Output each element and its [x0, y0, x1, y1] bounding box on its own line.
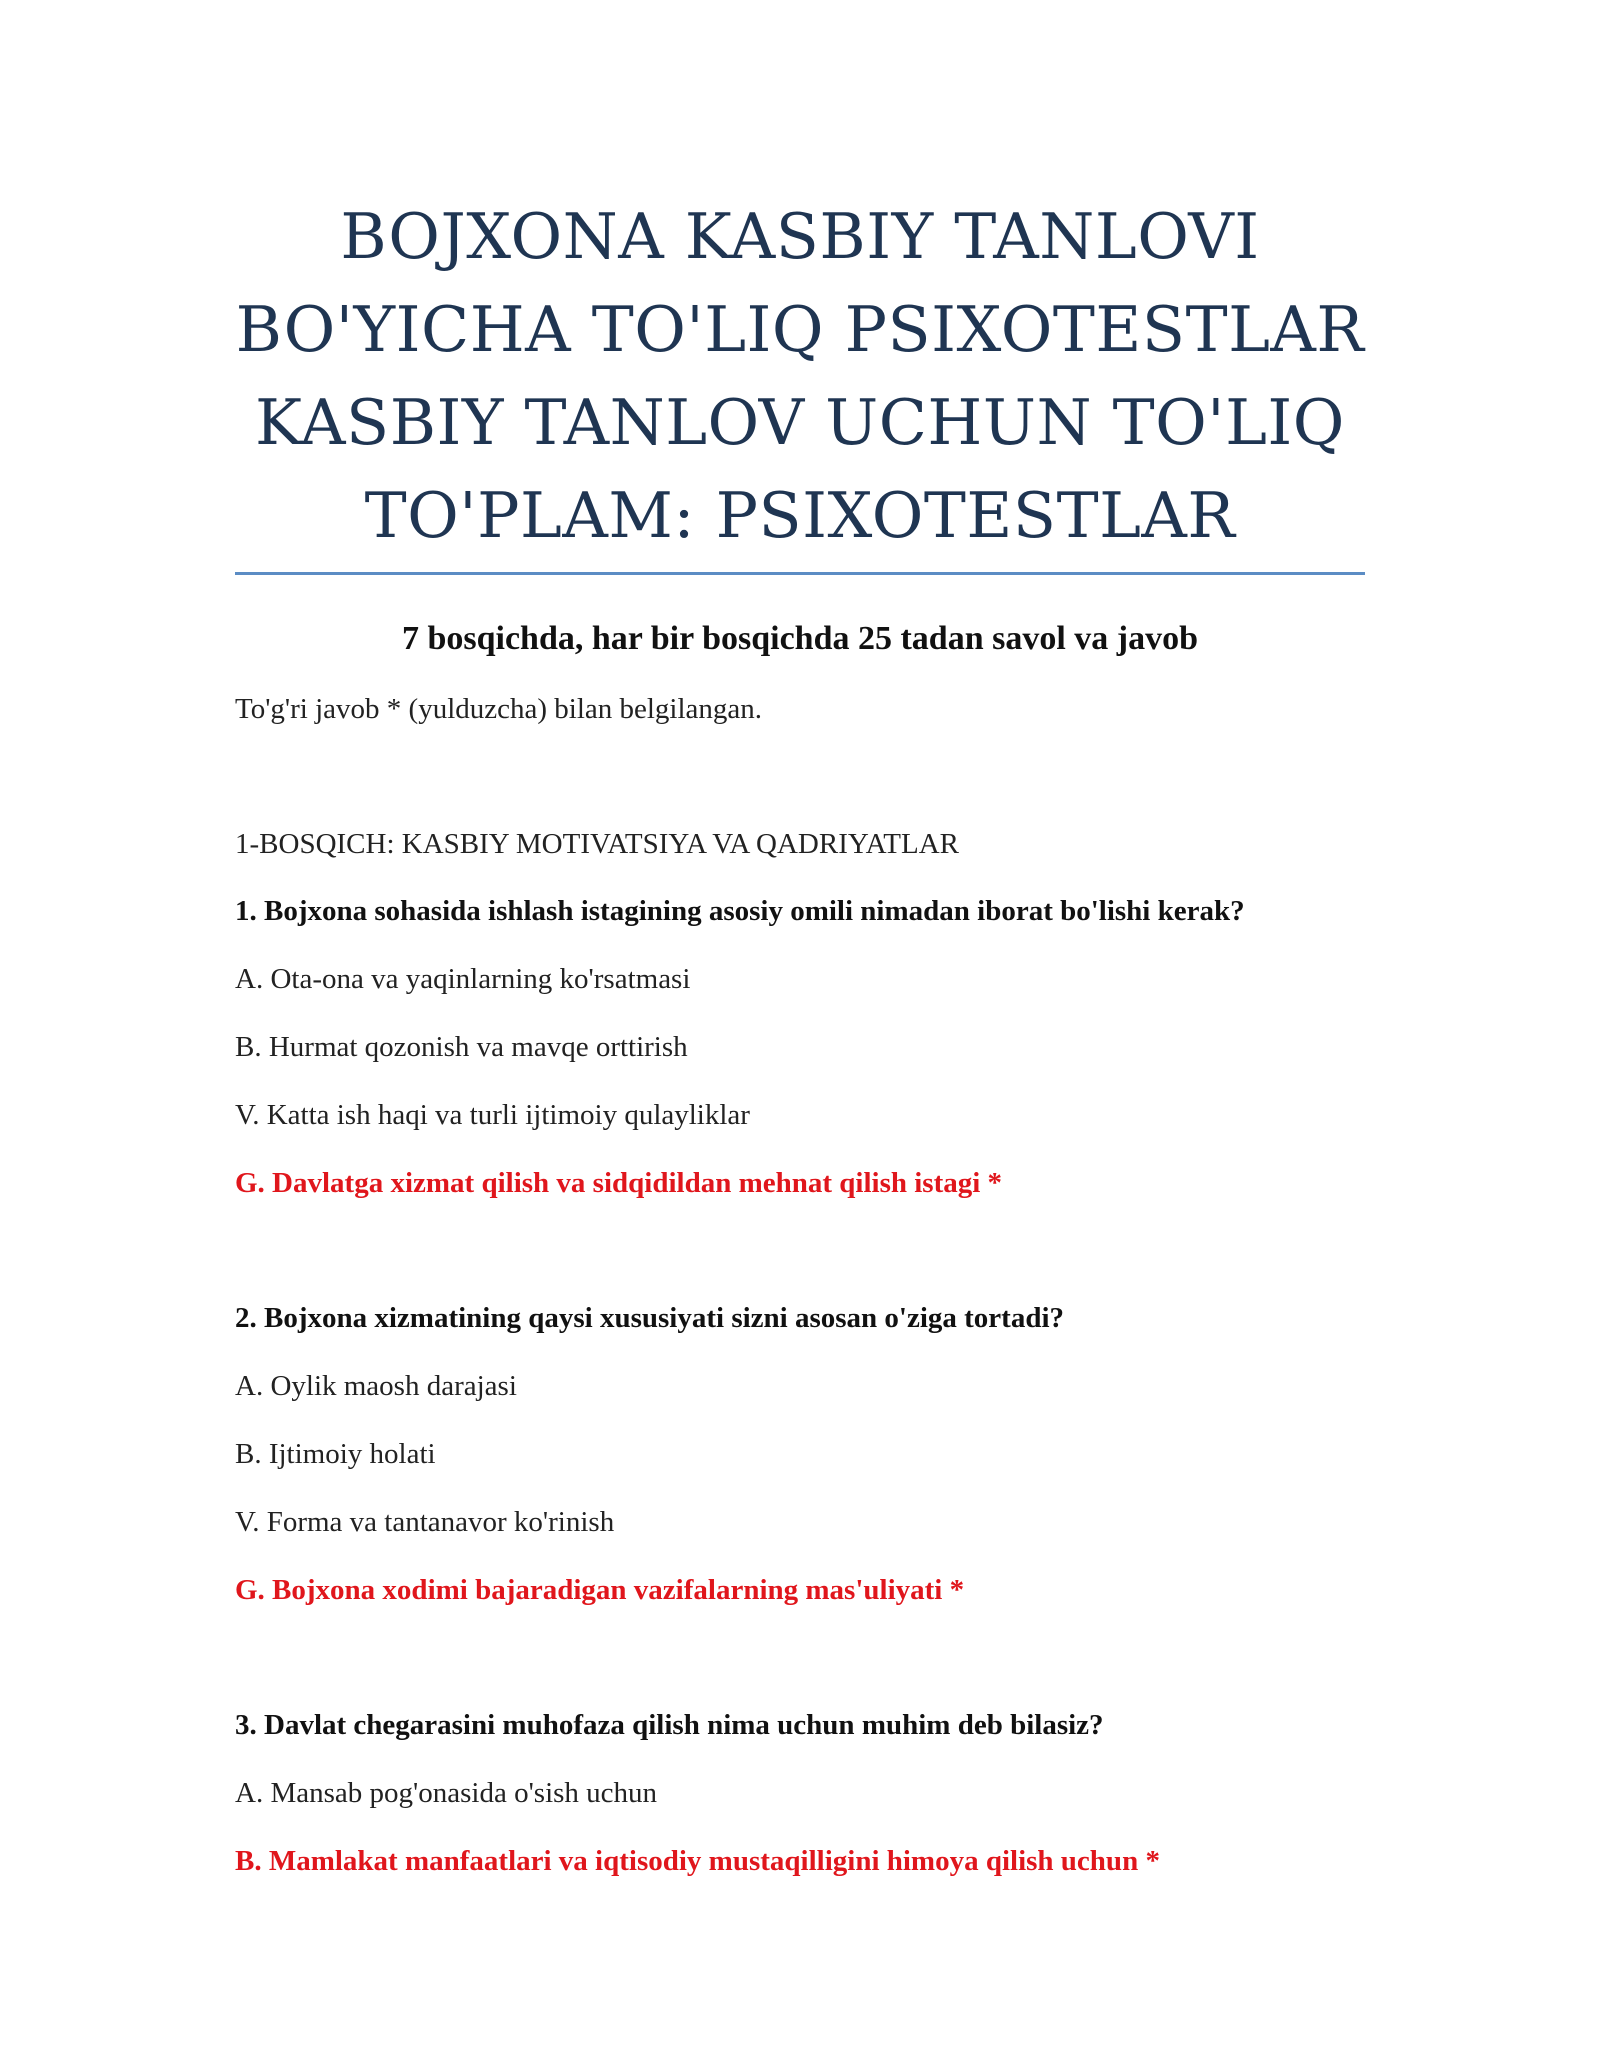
question-block: [235, 891, 1365, 1203]
title-line: KASBIY TANLOV UCHUN TO'LIQ: [255, 386, 1345, 459]
correct-answer-option: B. Mamlakat manfaatlari va iqtisodiy mustaqilligini himoya qilish uchun *: [235, 1845, 1160, 1877]
question-text: 3. Davlat chegarasini muhofaza qilish nima uchun muhim deb bilasiz?: [235, 1709, 1104, 1741]
title-line: BO'YICHA TO'LIQ PSIXOTESTLAR: [235, 293, 1365, 366]
stage-heading: 1-BOSQICH: KASBIY MOTIVATSIYA VA QADRIYATLAR: [235, 828, 960, 860]
title-divider: [235, 572, 1365, 575]
answer-option: A. Mansab pog'onasida o'sish uchun: [235, 1777, 658, 1809]
answer-option: V. Katta ish haqi va turli ijtimoiy qulayliklar: [235, 1099, 750, 1131]
answer-option: V. Forma va tantanavor ko'rinish: [235, 1506, 615, 1538]
document-subtitle: 7 bosqichda, har bir bosqichda 25 tadan savol va javob: [401, 620, 1199, 657]
document-page: [235, 190, 1365, 1881]
title-line: BOJXONA KASBIY TANLOVI: [340, 200, 1260, 273]
answer-option: B. Hurmat qozonish va mavqe orttirish: [235, 1031, 688, 1063]
question-text: 1. Bojxona sohasida ishlash istagining asosiy omili nimadan iborat bo'lishi kerak?: [235, 895, 1245, 927]
document-title: [235, 190, 1365, 562]
question-text: 2. Bojxona xizmatining qaysi xususiyati sizni asosan o'ziga tortadi?: [235, 1302, 1065, 1334]
answer-option: B. Ijtimoiy holati: [235, 1438, 436, 1470]
title-line: TO'PLAM: PSIXOTESTLAR: [364, 479, 1236, 552]
correct-answer-option: G. Davlatga xizmat qilish va sidqidildan mehnat qilish istagi *: [235, 1167, 1003, 1199]
question-block: [235, 1298, 1365, 1610]
question-block: [235, 1705, 1365, 1881]
answer-option: A. Oylik maosh darajasi: [235, 1370, 517, 1402]
correct-answer-option: G. Bojxona xodimi bajaradigan vazifalarning mas'uliyati *: [235, 1574, 965, 1606]
answer-key-note: To'g'ri javob * (yulduzcha) bilan belgilangan.: [235, 693, 763, 725]
answer-option: A. Ota-ona va yaqinlarning ko'rsatmasi: [235, 963, 691, 995]
